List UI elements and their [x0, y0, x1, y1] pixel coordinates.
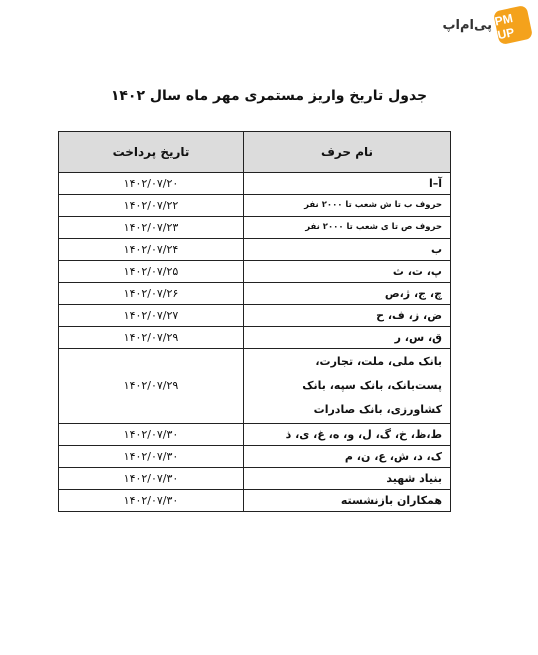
pension-schedule-table [58, 131, 451, 512]
table-row [59, 305, 451, 327]
row-name: ق، س، ر [244, 327, 451, 349]
row-name: ض، ز، ف، ح [244, 305, 451, 327]
table-row [59, 468, 451, 490]
table-row [59, 490, 451, 512]
table-row [59, 424, 451, 446]
table-header-row [59, 132, 451, 173]
row-name: همکاران بازنشسته [244, 490, 451, 512]
row-name: ک، د، ش، ع، ن، م [244, 446, 451, 468]
row-name: ط،ظ، خ، گ، ل، و، ه، غ، ی، ذ [244, 424, 451, 446]
site-logo [442, 8, 530, 42]
table-row [59, 173, 451, 195]
row-name: پ، ت، ث [244, 261, 451, 283]
row-name: آ–ا [244, 173, 451, 195]
header-date: تاریخ پرداخت [59, 132, 244, 173]
table-row [59, 283, 451, 305]
row-date: ۱۴۰۲/۰۷/۲۳ [59, 217, 244, 239]
header-name: نام حرف [244, 132, 451, 173]
row-name: ب [244, 239, 451, 261]
row-name: حروف ب تا ش شعب تا ۲۰۰۰ نفر [244, 195, 451, 217]
row-date: ۱۴۰۲/۰۷/۲۶ [59, 283, 244, 305]
row-date: ۱۴۰۲/۰۷/۲۷ [59, 305, 244, 327]
table-row [59, 446, 451, 468]
row-name: بانک ملی، ملت، تجارت، پست‌بانک، بانک سپه، بانک کشاورزی، بانک صادرات [244, 349, 451, 424]
document-title: جدول تاریخ واریز مستمری مهر ماه سال ۱۴۰۲ [110, 88, 428, 104]
row-name: چ، ج، ژ،ص [244, 283, 451, 305]
row-date: ۱۴۰۲/۰۷/۳۰ [59, 446, 244, 468]
table-row [59, 239, 451, 261]
table-row [59, 195, 451, 217]
logo-text: پی‌ام‌اپ [442, 17, 492, 33]
row-date: ۱۴۰۲/۰۷/۲۹ [59, 349, 244, 424]
table-row [59, 261, 451, 283]
row-date: ۱۴۰۲/۰۷/۲۹ [59, 327, 244, 349]
table-row [59, 327, 451, 349]
table-row [59, 349, 451, 424]
row-date: ۱۴۰۲/۰۷/۲۲ [59, 195, 244, 217]
row-date: ۱۴۰۲/۰۷/۲۰ [59, 173, 244, 195]
row-date: ۱۴۰۲/۰۷/۲۵ [59, 261, 244, 283]
row-date: ۱۴۰۲/۰۷/۳۰ [59, 424, 244, 446]
row-name: حروف ص تا ی شعب تا ۲۰۰۰ نفر [244, 217, 451, 239]
row-name: بنیاد شهید [244, 468, 451, 490]
row-date: ۱۴۰۲/۰۷/۳۰ [59, 490, 244, 512]
row-date: ۱۴۰۲/۰۷/۲۴ [59, 239, 244, 261]
logo-mark: PM UP [493, 5, 533, 45]
table-row [59, 217, 451, 239]
row-date: ۱۴۰۲/۰۷/۳۰ [59, 468, 244, 490]
